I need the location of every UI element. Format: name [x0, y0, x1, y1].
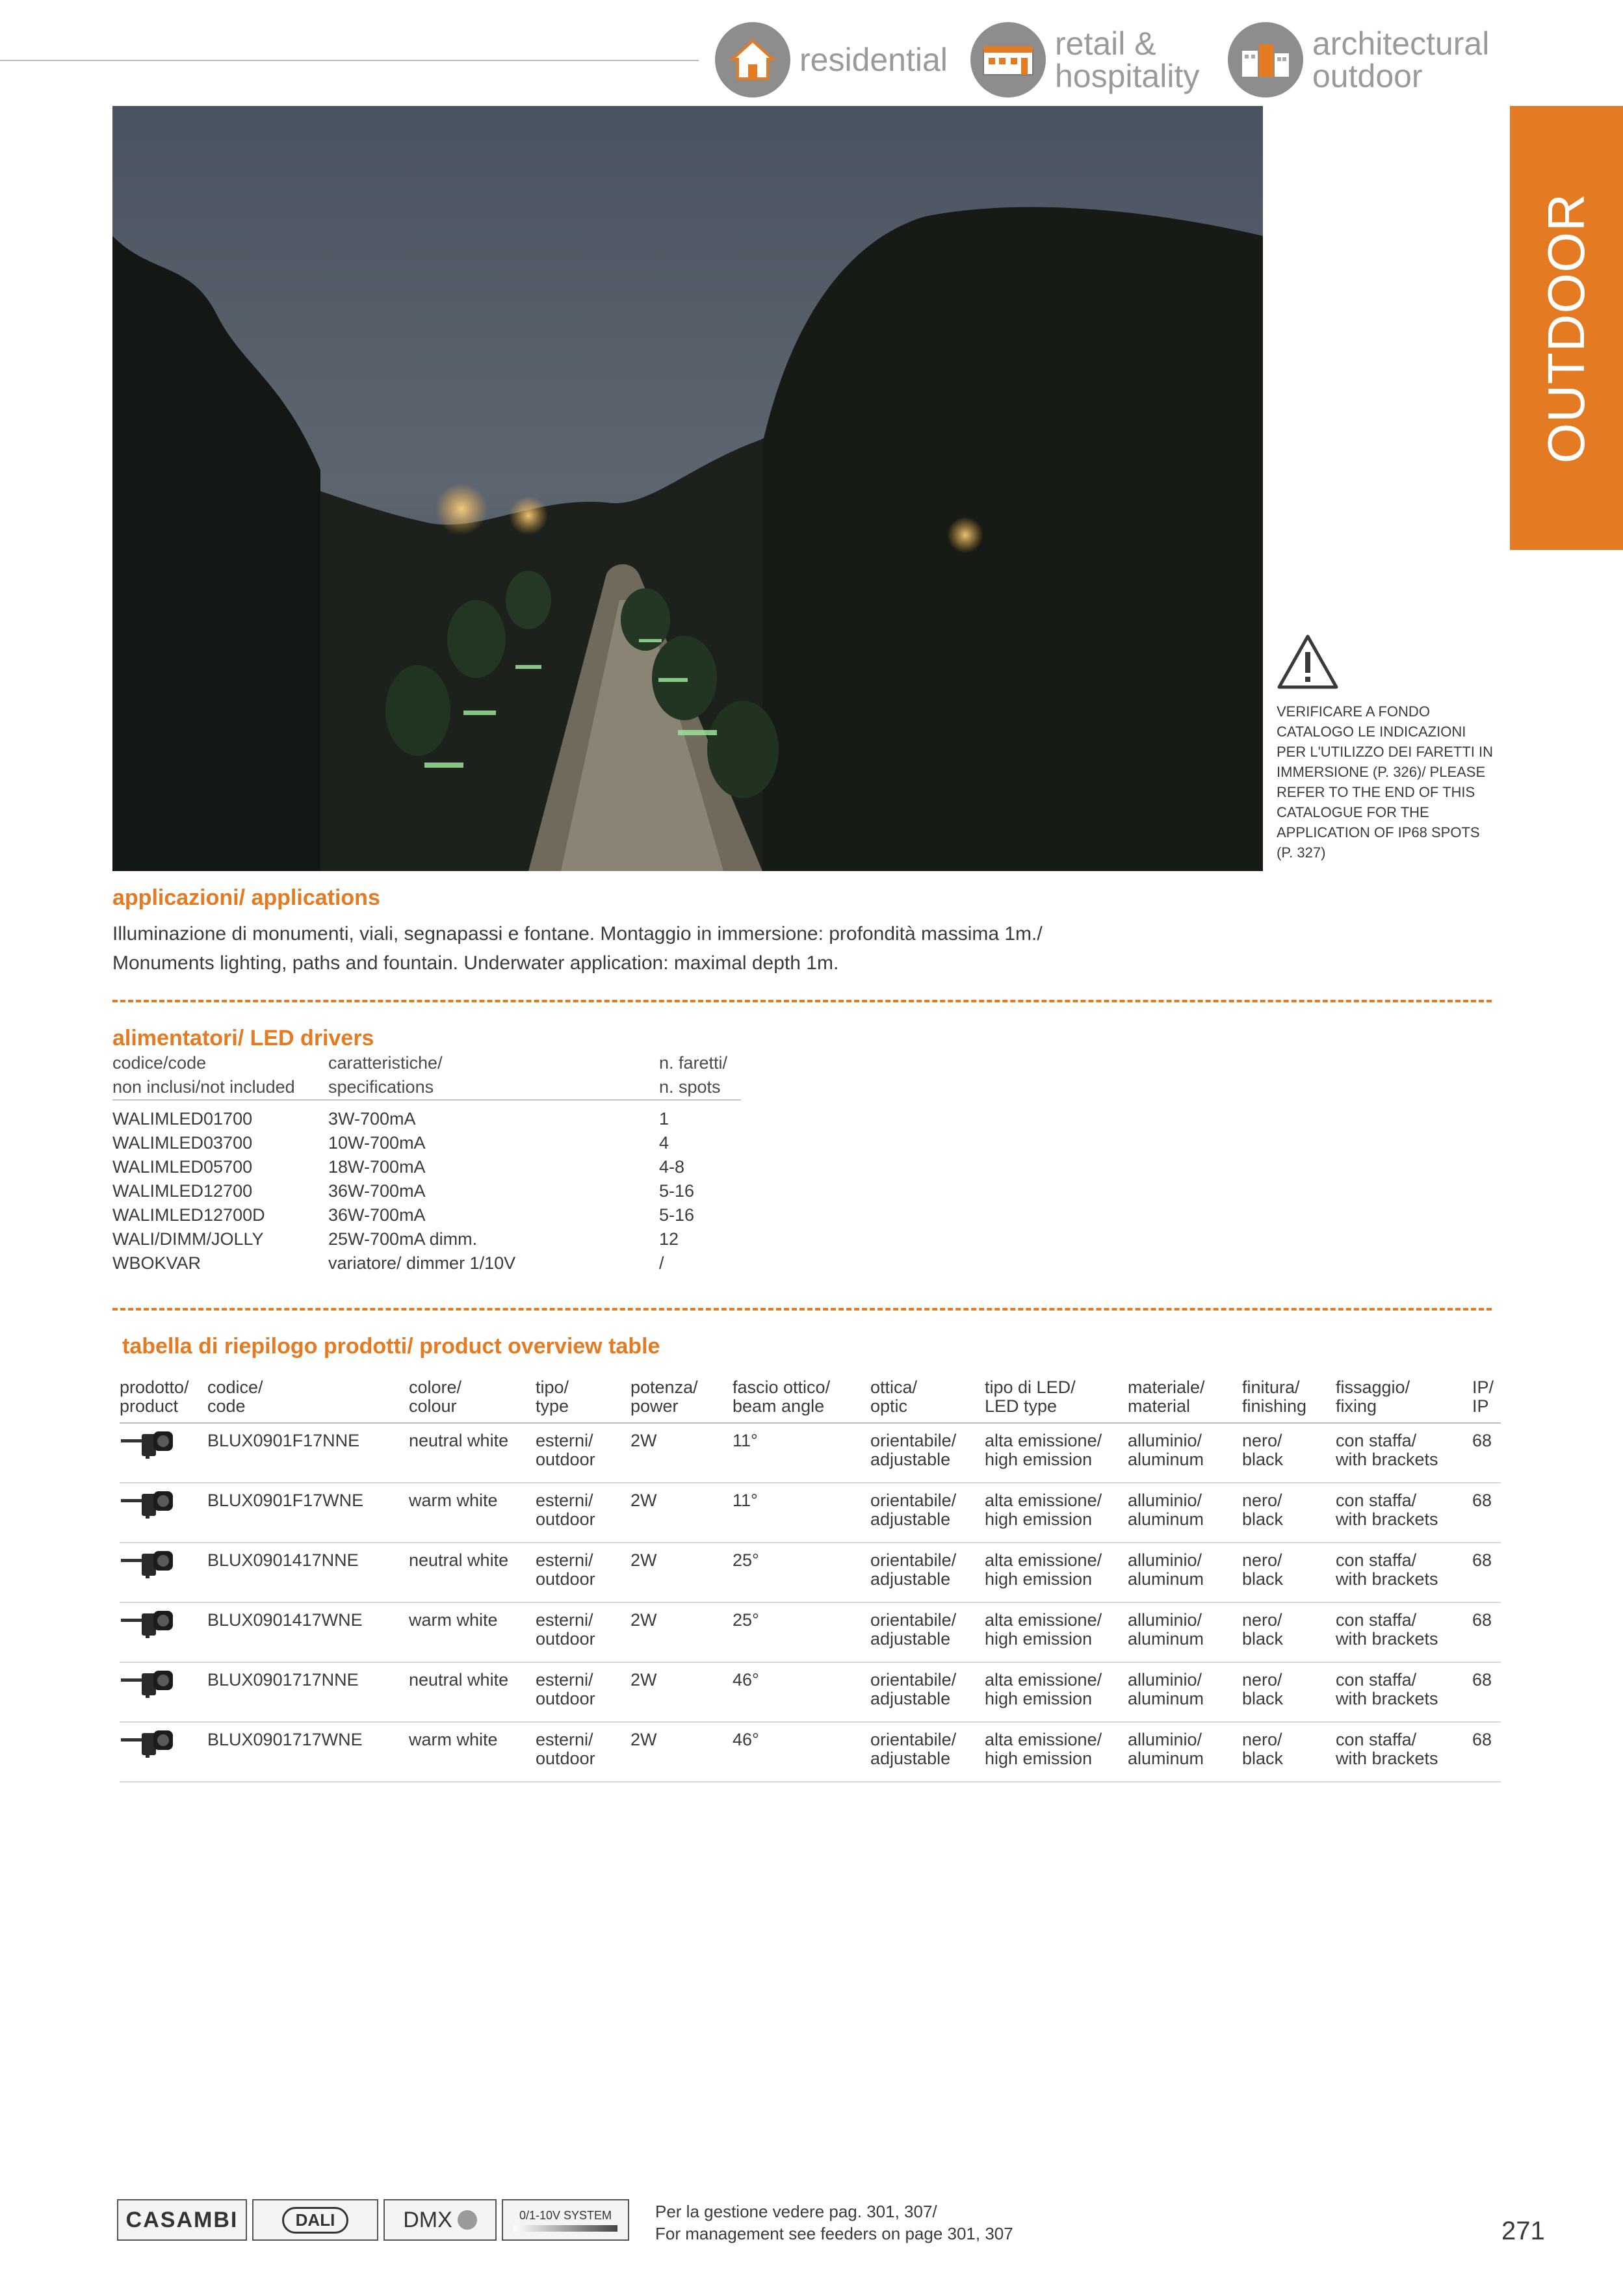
garden-night-photo	[112, 106, 1263, 871]
product-material: alluminio/ aluminum	[1128, 1483, 1242, 1543]
product-led-type: alta emissione/ high emission	[985, 1543, 1128, 1602]
product-led-type: alta emissione/ high emission	[985, 1722, 1128, 1782]
product-row	[120, 1602, 1501, 1662]
product-finishing: nero/ black	[1242, 1722, 1336, 1782]
product-fixing: con staffa/ with brackets	[1336, 1483, 1472, 1543]
product-colour: neutral white	[409, 1423, 536, 1483]
product-power: 2W	[630, 1423, 733, 1483]
overview-title: tabella di riepilogo prodotti/ product overview table	[122, 1334, 660, 1359]
product-led-type: alta emissione/ high emission	[985, 1662, 1128, 1722]
product-finishing: nero/ black	[1242, 1662, 1336, 1722]
divider-dashed	[112, 1000, 1492, 1002]
driver-spots: 4	[659, 1133, 669, 1153]
applications-text	[112, 919, 1347, 978]
product-ip: 68	[1472, 1662, 1501, 1722]
driver-row	[112, 1131, 741, 1155]
overview-header: materiale/ material	[1128, 1378, 1242, 1423]
dmx-logo: DMX	[383, 2199, 497, 2241]
spotlight-icon	[120, 1423, 207, 1483]
overview-header: fissaggio/ fixing	[1336, 1378, 1472, 1423]
spotlight-icon	[120, 1662, 207, 1722]
category-residential-label: residential	[799, 42, 948, 78]
overview-table	[120, 1378, 1501, 1782]
driver-row	[112, 1203, 741, 1227]
product-fixing: con staffa/ with brackets	[1336, 1423, 1472, 1483]
product-fixing: con staffa/ with brackets	[1336, 1602, 1472, 1662]
category-architectural	[1228, 22, 1489, 98]
driver-code: WALI/DIMM/JOLLY	[112, 1229, 264, 1249]
product-beam: 25°	[733, 1543, 870, 1602]
product-beam: 46°	[733, 1722, 870, 1782]
drivers-header-spots: n. faretti/ n. spots	[659, 1053, 728, 1097]
product-code: BLUX0901417WNE	[207, 1602, 409, 1662]
driver-row	[112, 1251, 741, 1275]
product-finishing: nero/ black	[1242, 1423, 1336, 1483]
spotlight-icon	[120, 1602, 207, 1662]
product-ip: 68	[1472, 1543, 1501, 1602]
product-beam: 11°	[733, 1423, 870, 1483]
spotlight-icon	[120, 1722, 207, 1782]
product-material: alluminio/ aluminum	[1128, 1602, 1242, 1662]
driver-row	[112, 1179, 741, 1203]
spotlight-icon	[120, 1483, 207, 1543]
product-colour: neutral white	[409, 1662, 536, 1722]
driver-spots: 5-16	[659, 1181, 695, 1201]
product-colour: warm white	[409, 1483, 536, 1543]
driver-spots: 12	[659, 1229, 679, 1249]
product-power: 2W	[630, 1722, 733, 1782]
drivers-header-spec: caratteristiche/ specifications	[328, 1053, 443, 1097]
driver-spots: 4-8	[659, 1157, 685, 1177]
driver-spots: 1	[659, 1109, 669, 1128]
driver-code: WALIMLED12700D	[112, 1205, 265, 1225]
overview-header: prodotto/ product	[120, 1378, 207, 1423]
dali-logo: DALI	[252, 2199, 378, 2241]
category-residential	[715, 22, 948, 98]
outdoor-section-tab	[1510, 106, 1623, 550]
product-type: esterni/ outdoor	[536, 1602, 630, 1662]
product-row	[120, 1483, 1501, 1543]
warning-triangle-icon	[1277, 634, 1339, 693]
product-material: alluminio/ aluminum	[1128, 1662, 1242, 1722]
category-architectural-label: architectural outdoor	[1312, 25, 1490, 94]
overview-header: potenza/ power	[630, 1378, 733, 1423]
product-code: BLUX0901417NNE	[207, 1543, 409, 1602]
driver-spec: 10W-700mA	[328, 1133, 426, 1153]
product-fixing: con staffa/ with brackets	[1336, 1662, 1472, 1722]
management-note	[655, 2200, 1013, 2245]
product-optic: orientabile/ adjustable	[870, 1483, 985, 1543]
casambi-logo: CASAMBI	[117, 2199, 247, 2241]
overview-header: ottica/ optic	[870, 1378, 985, 1423]
product-optic: orientabile/ adjustable	[870, 1423, 985, 1483]
driver-code: WALIMLED01700	[112, 1109, 253, 1128]
product-optic: orientabile/ adjustable	[870, 1662, 985, 1722]
product-code: BLUX0901717NNE	[207, 1662, 409, 1722]
product-ip: 68	[1472, 1602, 1501, 1662]
product-led-type: alta emissione/ high emission	[985, 1602, 1128, 1662]
product-colour: warm white	[409, 1602, 536, 1662]
driver-code: WALIMLED03700	[112, 1133, 253, 1153]
driver-spots: /	[659, 1253, 664, 1273]
product-optic: orientabile/ adjustable	[870, 1722, 985, 1782]
product-type: esterni/ outdoor	[536, 1423, 630, 1483]
page-number: 271	[1501, 2217, 1545, 2245]
product-type: esterni/ outdoor	[536, 1543, 630, 1602]
driver-spec: 3W-700mA	[328, 1109, 416, 1128]
drivers-header-code: codice/code non inclusi/not included	[112, 1053, 295, 1097]
product-ip: 68	[1472, 1722, 1501, 1782]
driver-spec: 36W-700mA	[328, 1181, 426, 1201]
header-rule	[0, 60, 699, 61]
driver-row	[112, 1227, 741, 1251]
building-icon	[1228, 22, 1303, 98]
driver-row	[112, 1155, 741, 1179]
overview-header: tipo di LED/ LED type	[985, 1378, 1128, 1423]
driver-spots: 5-16	[659, 1205, 695, 1225]
storefront-icon	[970, 22, 1046, 98]
system-logo: 0/1-10V SYSTEM	[502, 2199, 629, 2241]
driver-spec: 25W-700mA dimm.	[328, 1229, 478, 1249]
product-power: 2W	[630, 1543, 733, 1602]
product-power: 2W	[630, 1602, 733, 1662]
product-beam: 11°	[733, 1483, 870, 1543]
house-icon	[715, 22, 790, 98]
category-retail-label: retail & hospitality	[1055, 25, 1200, 94]
product-optic: orientabile/ adjustable	[870, 1602, 985, 1662]
applications-line-it: Illuminazione di monumenti, viali, segnapassi e fontane. Montaggio in immersione: profondità massima 1m./	[112, 923, 1043, 945]
product-row	[120, 1423, 1501, 1483]
driver-spec: 36W-700mA	[328, 1205, 426, 1225]
product-type: esterni/ outdoor	[536, 1483, 630, 1543]
product-optic: orientabile/ adjustable	[870, 1543, 985, 1602]
immersion-warning-note: VERIFICARE A FONDO CATALOGO LE INDICAZIONI PER L'UTILIZZO DEI FARETTI IN IMMERSIONE (P. 326)/ PLEASE REFER TO THE END OF THIS CATALOGUE FOR THE APPLICATION OF IP68 SPOTS (P. 327)	[1277, 703, 1494, 861]
product-fixing: con staffa/ with brackets	[1336, 1543, 1472, 1602]
applications-title: applicazioni/ applications	[112, 885, 380, 910]
product-code: BLUX0901F17NNE	[207, 1423, 409, 1483]
driver-spec: 18W-700mA	[328, 1157, 426, 1177]
product-type: esterni/ outdoor	[536, 1662, 630, 1722]
drivers-title: alimentatori/ LED drivers	[112, 1026, 374, 1050]
product-row	[120, 1543, 1501, 1602]
driver-code: WALIMLED05700	[112, 1157, 253, 1177]
driver-code: WBOKVAR	[112, 1253, 201, 1273]
product-ip: 68	[1472, 1483, 1501, 1543]
product-finishing: nero/ black	[1242, 1602, 1336, 1662]
overview-header: finitura/ finishing	[1242, 1378, 1336, 1423]
product-finishing: nero/ black	[1242, 1483, 1336, 1543]
product-code: BLUX0901F17WNE	[207, 1483, 409, 1543]
drivers-table	[112, 1051, 741, 1275]
product-material: alluminio/ aluminum	[1128, 1543, 1242, 1602]
product-material: alluminio/ aluminum	[1128, 1423, 1242, 1483]
product-led-type: alta emissione/ high emission	[985, 1483, 1128, 1543]
product-beam: 25°	[733, 1602, 870, 1662]
product-fixing: con staffa/ with brackets	[1336, 1722, 1472, 1782]
product-led-type: alta emissione/ high emission	[985, 1423, 1128, 1483]
product-row	[120, 1662, 1501, 1722]
spotlight-icon	[120, 1543, 207, 1602]
product-power: 2W	[630, 1662, 733, 1722]
product-ip: 68	[1472, 1423, 1501, 1483]
product-finishing: nero/ black	[1242, 1543, 1336, 1602]
overview-header: fascio ottico/ beam angle	[733, 1378, 870, 1423]
product-colour: warm white	[409, 1722, 536, 1782]
product-power: 2W	[630, 1483, 733, 1543]
product-type: esterni/ outdoor	[536, 1722, 630, 1782]
outdoor-tab-label: OUTDOOR	[1537, 192, 1595, 463]
divider-dashed	[112, 1308, 1492, 1311]
overview-header: tipo/ type	[536, 1378, 630, 1423]
driver-row	[112, 1100, 741, 1131]
overview-header: colore/ colour	[409, 1378, 536, 1423]
applications-line-en: Monuments lighting, paths and fountain. Underwater application: maximal depth 1m.	[112, 952, 839, 974]
product-colour: neutral white	[409, 1543, 536, 1602]
driver-code: WALIMLED12700	[112, 1181, 253, 1201]
product-row	[120, 1722, 1501, 1782]
product-beam: 46°	[733, 1662, 870, 1722]
management-note-en: For management see feeders on page 301, 307	[655, 2224, 1013, 2243]
product-material: alluminio/ aluminum	[1128, 1722, 1242, 1782]
category-retail	[970, 22, 1199, 98]
driver-spec: variatore/ dimmer 1/10V	[328, 1253, 516, 1273]
product-code: BLUX0901717WNE	[207, 1722, 409, 1782]
overview-header: codice/ code	[207, 1378, 409, 1423]
control-logos	[117, 2199, 629, 2241]
overview-header: IP/ IP	[1472, 1378, 1501, 1423]
management-note-it: Per la gestione vedere pag. 301, 307/	[655, 2202, 937, 2221]
